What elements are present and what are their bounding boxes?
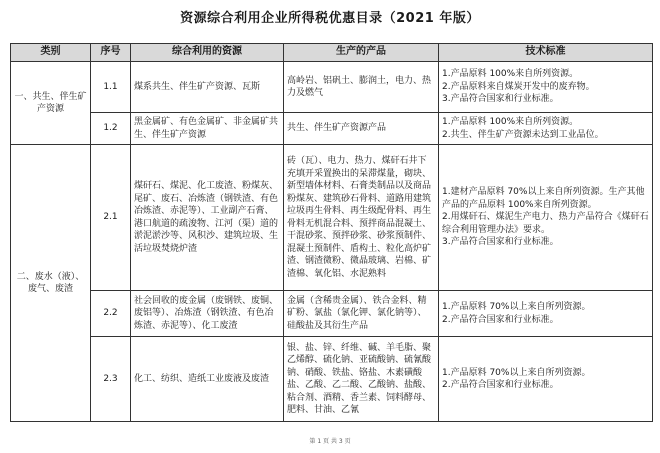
table-row [11, 291, 653, 337]
standard-cell: 1.产品原料 100%来自所列资源。 2.共生、伴生矿产资源未达到工业品位。 [439, 113, 653, 145]
product-cell: 砖（瓦）、电力、热力、煤矸石井下充填开采置换出的呆滞煤量，砌块、新型墙体材料、石膏类制品以及商品粉煤灰、建筑砂石骨料、道路用建筑垃圾再生骨料、再生级配骨料、再生骨料无机混合料、预拌商品混凝土、干混砂浆、预拌砂浆、砂浆预制件、混凝土预制件、盾构土、粒化高炉矿渣、钢渣微粉、微晶玻璃、岩棉、矿渣棉、氧化铝、水泥熟料 [284, 145, 439, 291]
header-standard: 技术标准 [439, 44, 653, 62]
product-cell: 共生、伴生矿产资源产品 [284, 113, 439, 145]
header-seq: 序号 [91, 44, 131, 62]
page-title: 资源综合利用企业所得税优惠目录（2021 年版） [180, 11, 480, 26]
seq-cell: 1.2 [91, 113, 131, 145]
table-row [11, 62, 653, 113]
seq-cell: 2.1 [91, 145, 131, 291]
seq-cell: 2.3 [91, 337, 131, 422]
product-cell: 银、盐、锌、纤维、碱、羊毛脂、聚乙烯醇、硫化钠、亚硫酸钠、硫氰酸钠、硝酸、铁盐、铬盐、木素磺酸盐、乙酸、乙二酸、乙酸钠、盐酸、粘合剂、酒精、香兰素、饲料酵母、肥料、甘油、乙氰 [284, 337, 439, 422]
resource-cell: 黑金属矿、有色金属矿、非金属矿共生、伴生矿产资源 [131, 113, 284, 145]
catalog-table [10, 43, 653, 422]
header-category: 类别 [11, 44, 91, 62]
standard-cell: 1.建材产品原料 70%以上来自所列资源。生产其他产品的产品原料 100%来自所列资源。 2.用煤矸石、煤泥生产电力、热力产品符合《煤矸石综合利用管理办法》要求。 3.产品符合国家和行业标准。 [439, 145, 653, 291]
standard-cell: 1.产品原料 100%来自所列资源。 2.产品原料来自煤炭开发中的废弃物。 3.产品符合国家和行业标准。 [439, 62, 653, 113]
category-cell: 二、废水（液）、废气、废渣 [11, 145, 91, 422]
resource-cell: 化工、纺织、造纸工业废液及废渣 [131, 337, 284, 422]
table-row [11, 113, 653, 145]
page-footer: 第 1 页 共 3 页 [309, 438, 351, 445]
header-row [11, 44, 653, 62]
seq-cell: 1.1 [91, 62, 131, 113]
header-resource: 综合利用的资源 [131, 44, 284, 62]
category-cell: 一、共生、伴生矿产资源 [11, 62, 91, 145]
header-product: 生产的产品 [284, 44, 439, 62]
product-cell: 金属（含稀贵金属）、铁合金料、精矿粉、氯盐（氯化钾、氯化钠等）、硅酸盐及其衍生产品 [284, 291, 439, 337]
resource-cell: 社会回收的废金属（废钢铁、废铜、废铝等）、冶炼渣（钢铁渣、有色冶炼渣、赤泥等）、化工废渣 [131, 291, 284, 337]
resource-cell: 煤系共生、伴生矿产资源、瓦斯 [131, 62, 284, 113]
table-row [11, 337, 653, 422]
resource-cell: 煤矸石、煤泥、化工废渣、粉煤灰、尾矿、废石、冶炼渣（钢铁渣、有色冶炼渣、赤泥等）、工业副产石膏、港口航道的疏浚物、江河（渠）道的淤泥淤沙等、风积沙、建筑垃圾、生活垃圾焚烧炉渣 [131, 145, 284, 291]
table-row [11, 145, 653, 291]
seq-cell: 2.2 [91, 291, 131, 337]
product-cell: 高岭岩、铝矾土、膨润土，电力、热力及燃气 [284, 62, 439, 113]
standard-cell: 1.产品原料 70%以上来自所列资源。 2.产品符合国家和行业标准。 [439, 337, 653, 422]
standard-cell: 1.产品原料 70%以上来自所列资源。 2.产品符合国家和行业标准。 [439, 291, 653, 337]
